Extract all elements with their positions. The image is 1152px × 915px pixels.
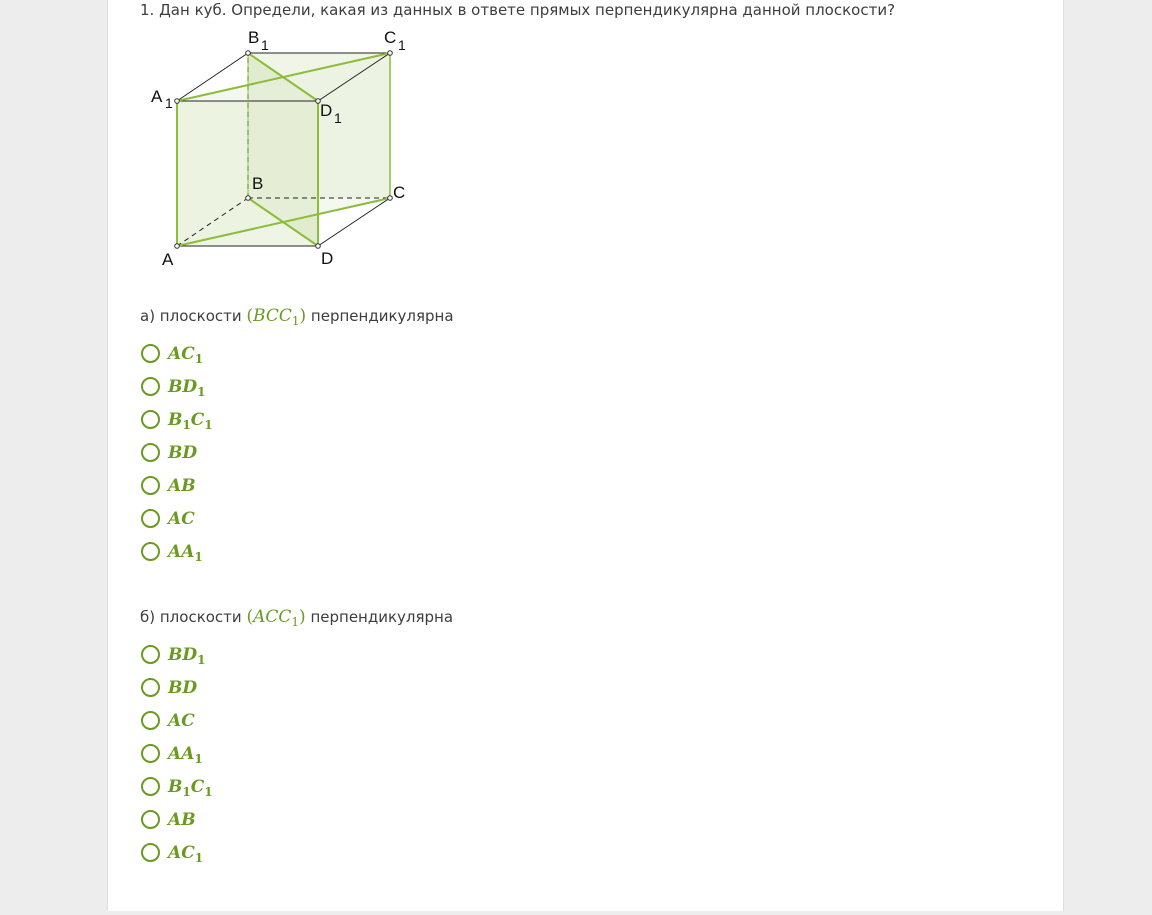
part-b-option[interactable] <box>140 737 453 770</box>
option-label <box>168 410 213 430</box>
option-sub: 1 <box>194 351 204 366</box>
option-label <box>168 645 205 665</box>
option-label <box>168 542 203 562</box>
radio-button[interactable] <box>141 410 160 429</box>
part-a-options <box>140 337 454 568</box>
option-label <box>168 777 213 797</box>
radio-button[interactable] <box>141 344 160 363</box>
part-a-option[interactable] <box>140 403 454 436</box>
radio-button[interactable] <box>141 542 160 561</box>
radio-button[interactable] <box>141 810 160 829</box>
part-b-option[interactable] <box>140 803 453 836</box>
option-sub-2: 1 <box>204 784 213 799</box>
option-label <box>168 509 195 529</box>
option-main: AC <box>168 842 195 863</box>
option-sub: 1 <box>182 784 191 799</box>
part-b-option[interactable] <box>140 638 453 671</box>
vertex-dot-c1 <box>388 51 393 56</box>
part-a-option[interactable] <box>140 370 454 403</box>
part-b-option[interactable] <box>140 704 453 737</box>
radio-button[interactable] <box>141 476 160 495</box>
option-label <box>168 711 195 731</box>
vertex-label-c1: C <box>384 28 397 47</box>
option-label <box>168 810 196 830</box>
part-a-option[interactable] <box>140 337 454 370</box>
part-a-plane: $(BCC_1)$ <box>246 306 307 328</box>
option-sub: 1 <box>197 652 206 667</box>
option-sub: 1 <box>197 384 206 399</box>
part-a-prompt <box>140 304 454 328</box>
part-a-suffix: перпендикулярна <box>310 307 454 325</box>
radio-button[interactable] <box>141 377 160 396</box>
part-b <box>140 605 453 869</box>
part-a-option[interactable] <box>140 535 454 568</box>
option-main: BD <box>168 644 198 665</box>
vertex-dot-a <box>175 244 180 249</box>
option-label <box>168 678 197 698</box>
option-sub-2: 1 <box>204 417 213 432</box>
option-main-2: C <box>190 409 205 430</box>
part-b-plane: $(ACC_1)$ <box>246 607 306 629</box>
vertex-label-d: D <box>321 249 334 268</box>
option-main: BD <box>168 376 198 397</box>
vertex-dot-d <box>316 244 321 249</box>
option-main: AB <box>168 475 196 496</box>
question-card <box>107 0 1064 911</box>
vertex-label-a: A <box>162 250 174 269</box>
vertex-dot-c <box>388 196 393 201</box>
part-b-plane-main: ACC <box>253 607 292 627</box>
vertex-dot-a1 <box>175 99 180 104</box>
option-main: AA <box>168 743 195 764</box>
radio-button[interactable] <box>141 645 160 664</box>
vertex-label-d1-sub: 1 <box>334 110 342 126</box>
part-a-option[interactable] <box>140 469 454 502</box>
radio-button[interactable] <box>141 777 160 796</box>
option-main: BD <box>168 442 198 463</box>
option-main: BD <box>168 677 198 698</box>
option-label <box>168 843 203 863</box>
part-b-options <box>140 638 453 869</box>
part-b-plane-sub: 1 <box>291 615 300 629</box>
part-b-option[interactable] <box>140 770 453 803</box>
option-sub: 1 <box>182 417 191 432</box>
vertex-dot-b <box>246 196 251 201</box>
cube-figure <box>140 24 430 274</box>
cube-diagram <box>140 24 430 274</box>
vertex-label-a1-sub: 1 <box>165 95 173 111</box>
vertex-label-a1: A <box>151 87 163 106</box>
part-b-suffix: перпендикулярна <box>310 608 454 626</box>
plane-acc1a1 <box>177 53 390 246</box>
part-a-option[interactable] <box>140 502 454 535</box>
part-b-prefix: б) плоскости <box>140 608 242 626</box>
option-sub: 1 <box>194 549 203 564</box>
option-main: AC <box>168 343 195 364</box>
vertex-label-c1-sub: 1 <box>398 37 406 53</box>
part-a-prefix: а) плоскости <box>140 307 242 325</box>
vertex-label-b1-sub: 1 <box>261 37 269 53</box>
option-sub: 1 <box>194 751 203 766</box>
vertex-label-d1: D <box>320 101 333 120</box>
part-b-option[interactable] <box>140 836 453 869</box>
vertex-dot-b1 <box>246 51 251 56</box>
option-main: B <box>168 409 183 430</box>
part-a-option[interactable] <box>140 436 454 469</box>
question-title: 1. Дан куб. Определи, какая из данных в ответе прямых перпендикулярна данной плоскости? <box>140 1 896 19</box>
option-main: B <box>168 776 183 797</box>
vertex-label-b: B <box>252 174 264 193</box>
option-main: AC <box>168 508 195 529</box>
option-main: AC <box>168 710 195 731</box>
part-a <box>140 304 454 568</box>
option-sub: 1 <box>194 850 204 865</box>
option-main: AA <box>168 541 195 562</box>
option-label <box>168 476 196 496</box>
option-label <box>168 344 203 364</box>
part-b-option[interactable] <box>140 671 453 704</box>
radio-button[interactable] <box>141 443 160 462</box>
option-label <box>168 443 197 463</box>
option-label <box>168 377 205 397</box>
radio-button[interactable] <box>141 744 160 763</box>
part-a-plane-sub: 1 <box>291 314 300 328</box>
radio-button[interactable] <box>141 678 160 697</box>
radio-button[interactable] <box>141 711 160 730</box>
option-main: AB <box>168 809 196 830</box>
vertex-label-c: C <box>393 183 406 202</box>
radio-button[interactable] <box>141 843 160 862</box>
option-main-2: C <box>190 776 205 797</box>
radio-button[interactable] <box>141 509 160 528</box>
vertex-label-b1: B <box>248 28 260 47</box>
option-label <box>168 744 203 764</box>
part-a-plane-main: BCC <box>253 306 292 326</box>
part-b-prompt <box>140 605 453 629</box>
